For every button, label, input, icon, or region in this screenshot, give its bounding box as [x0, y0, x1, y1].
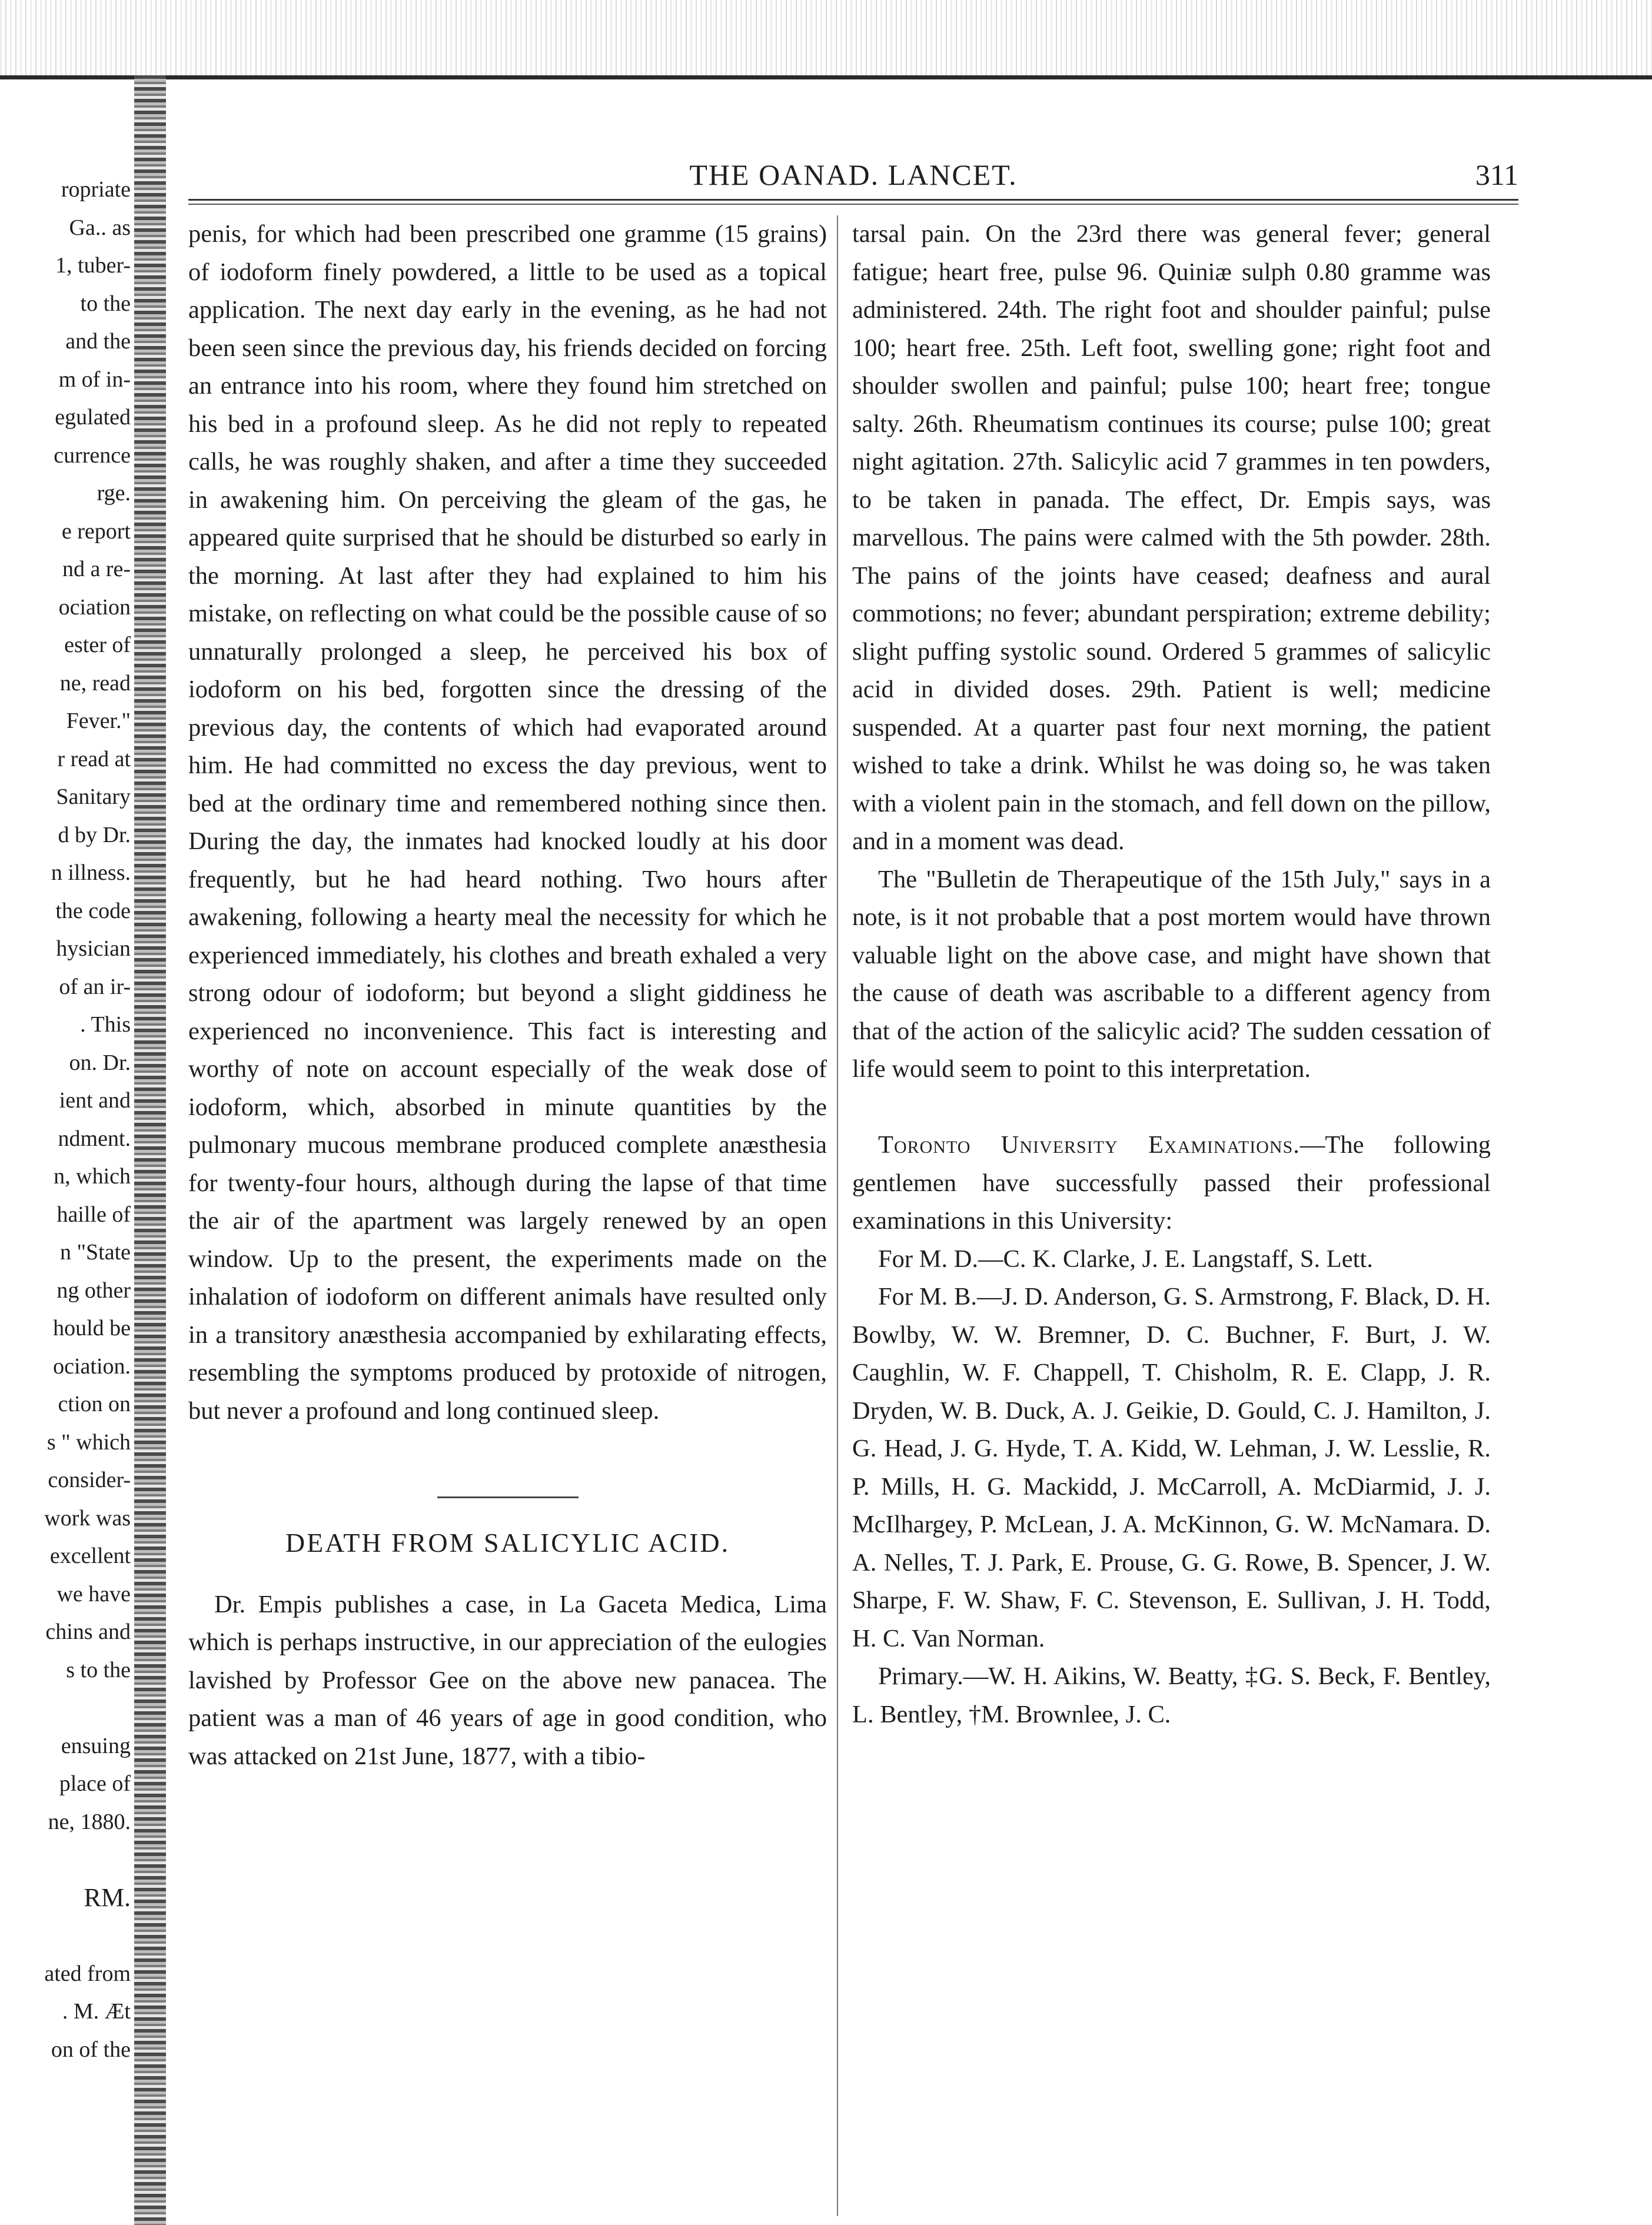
primary-list: Primary.—W. H. Aikins, W. Beatty, ‡G. S. Beck, F. Bentley, L. Bentley, †M. Brownlee, J. C. — [852, 1662, 1491, 1728]
margin-fragment-line: and the — [65, 329, 131, 354]
page-number: 311 — [1475, 158, 1518, 191]
margin-fragment-line: consider- — [48, 1468, 131, 1492]
margin-fragment-line — [0, 1689, 131, 1727]
header-rule-secondary — [188, 204, 1518, 205]
margin-fragment-line: ensuing — [61, 1733, 131, 1758]
margin-fragment-line: e report — [61, 518, 131, 544]
margin-fragment-line: Fever." — [66, 709, 131, 733]
binding-gutter — [134, 75, 166, 2225]
page-top-bleed — [0, 0, 1652, 77]
md-list: For M. D.—C. K. Clarke, J. E. Langstaff, S. Lett. — [878, 1245, 1373, 1273]
margin-fragment-line: we have — [56, 1581, 131, 1607]
section-ornament — [188, 1477, 827, 1501]
margin-fragment-line: ociation. — [53, 1353, 131, 1379]
margin-fragment-line: . This — [80, 1012, 131, 1037]
margin-fragment-line: on of the — [51, 2037, 131, 2062]
journal-title: THE OANAD. LANCET. — [689, 158, 1018, 191]
margin-fragment-line: ated from — [44, 1961, 131, 1986]
case-history-paragraph: tarsal pain. On the 23rd there was general fever; general fatigue; heart free, pulse 96. Quiniæ sulph 0.80 gramme was administered. 24th. The right foot and shoulder painful; pulse 100; heart free. 25th. Left foot, swelling gone; right foot and shoulder swollen and painful; pulse 100; heart free; tongue salty. 26th. Rheumatism continues its course; pulse 100; great night agitation. 27th. Salicylic acid 7 grammes in ten powders, to be taken in panada. The effect, Dr. Empis says, was marvellous. The pains were calmed with the 5th powder. 28th. The pains of the joints have ceased; deafness and aural commotions; no fever; abundant perspiration; extreme debility; slight puffing systolic sound. Ordered 5 grammes of salicylic acid in divided doses. 29th. Patient is well; medicine suspended. At a quarter past four next morning, the patient wished to take a drink. Whilst he was doing so, he was taken with a violent pain in the stomach, and fell down on the pillow, and in a moment was dead. — [852, 220, 1491, 855]
margin-fragment-line: ropriate — [61, 177, 131, 202]
margin-fragment-line: s to the — [66, 1657, 131, 1682]
margin-fragment-line: hould be — [53, 1316, 131, 1341]
spacer — [852, 1089, 1491, 1127]
margin-fragment-line: ng other — [56, 1278, 131, 1303]
left-column — [188, 215, 827, 1775]
margin-fragment-line: n illness. — [51, 860, 131, 885]
right-column — [852, 215, 1491, 1734]
running-header — [188, 158, 1518, 199]
margin-fragment-line: excellent — [49, 1544, 131, 1568]
margin-fragment-line — [0, 1917, 131, 1955]
margin-fragment-line: on. Dr. — [69, 1050, 131, 1075]
mb-list: For M. B.—J. D. Anderson, G. S. Armstrong, F. Black, D. H. Bowlby, W. W. Bremner, D. C. Buchner, F. Burt, J. W. Caughlin, W. F. Chappell, T. Chisholm, R. E. Clapp, J. R. Dryden, W. B. Duck, A. J. Geikie, D. Gould, C. J. Hamilton, J. G. Head, J. G. Hyde, T. A. Kidd, W. Lehman, J. W. Lesslie, R. P. Mills, H. G. Mackidd, J. McCarroll, A. McDiarmid, J. J. McIlhargey, P. McLean, J. A. McKinnon, G. W. McNamara. D. A. Nelles, T. J. Park, E. Prouse, G. G. Rowe, B. Spencer, J. W. Sharpe, F. W. Shaw, F. C. Stevenson, E. Sullivan, J. H. Todd, H. C. Van Norman. — [852, 1283, 1491, 1652]
margin-fragment-line: haille of — [56, 1202, 131, 1227]
margin-fragment-line: n "State — [60, 1240, 131, 1265]
margin-fragment-line: Ga.. as — [69, 215, 131, 240]
margin-fragment-line: s " which — [46, 1429, 131, 1455]
margin-fragment-line: of an ir- — [59, 974, 131, 999]
margin-fragment-line: rge. — [97, 481, 131, 505]
margin-fragment-line: r read at — [57, 746, 131, 771]
adjacent-page-fragment — [0, 171, 131, 2068]
section-heading: DEATH FROM SALICYLIC ACID. — [285, 1528, 730, 1558]
margin-fragment-line: . M. Æt — [62, 1999, 131, 2024]
margin-fragment-line: 1, tuber- — [55, 253, 131, 278]
margin-fragment-line: ient and — [59, 1088, 131, 1113]
margin-fragment-line: ociation — [58, 594, 131, 620]
header-rule — [188, 199, 1518, 201]
margin-fragment-line — [0, 1841, 131, 1879]
margin-fragment-line: ction on — [58, 1392, 131, 1416]
margin-fragment-line: Sanitary — [56, 784, 131, 809]
exam-heading: Toronto University Examinations. — [878, 1131, 1300, 1159]
ornament-rule — [437, 1496, 579, 1498]
margin-fragment-line: ne, read — [59, 670, 131, 696]
margin-fragment-line: ester of — [64, 633, 131, 657]
margin-fragment-line: nd a re- — [62, 557, 131, 581]
margin-fragment-line: work was — [44, 1505, 131, 1531]
column-divider — [837, 215, 838, 2216]
margin-fragment-line: place of — [59, 1771, 131, 1796]
margin-fragment-line: d by Dr. — [58, 822, 131, 847]
margin-fragment-line: hysician — [56, 936, 131, 961]
page-top-rule — [0, 75, 1652, 79]
margin-fragment-line: n, which — [54, 1164, 131, 1189]
exam-intro: —The following gentlemen have successfully passed their professional examinations in this University: — [852, 1131, 1491, 1235]
margin-fragment-line: ne, 1880. — [48, 1809, 131, 1834]
exam-paragraph — [852, 1126, 1491, 1240]
iodoform-paragraph: penis, for which had been prescribed one gramme (15 grains) of iodoform finely powdered, a little to be used as a topical application. The next day early in the evening, as he had not been seen since the previous day, his friends decided on forcing an entrance into his room, where they found him stretched on his bed in a profound sleep. As he did not reply to repeated calls, he was roughly shaken, and after a time they succeeded in awakening him. On perceiving the gleam of the gas, he appeared quite surprised that he should be disturbed so early in the morning. At last after they had explained to him his mistake, on reflecting on what could be the possible cause of so unnaturally prolonged a sleep, he perceived his box of iodoform on his bed, forgotten since the dressing of the previous day, the contents of which had evaporated around him. He had committed no excess the day previous, went to bed at the ordinary time and remembered nothing since then. During the day, the inmates had knocked loudly at his door frequently, but he had heard nothing. Two hours after awakening, following a hearty meal the necessity for which he experienced immediately, his clothes and breath exhaled a very strong odour of iodoform; but beyond a slight giddiness he experienced no inconvenience. This fact is interesting and worthy of note on account especially of the weak dose of iodoform, which, absorbed in minute quantities by the pulmonary mucous membrane produced complete anæsthesia for twenty-four hours, although during the lapse of that time the air of the apartment was largely renewed by an open window. Up to the present, the experiments made on the inhalation of iodoform on different animals have resulted only in a transitory anæsthesia accompanied by exhilarating effects, resembling the symptoms produced by protoxide of nitrogen, but never a profound and long continued sleep. — [188, 220, 827, 1425]
salicylic-paragraph-opening: Dr. Empis publishes a case, in La Gaceta Medica, Lima which is perhaps instructive, in our appreciation of the eulogies lavished by Professor Gee on the above new panacea. The patient was a man of 46 years of age in good condition, who was attacked on 21st June, 1877, with a tibio- — [188, 1590, 827, 1770]
margin-fragment-line: egulated — [55, 405, 131, 430]
margin-fragment-line: chins and — [45, 1619, 131, 1644]
margin-fragment-line: to the — [80, 291, 131, 316]
bulletin-paragraph: The "Bulletin de Therapeutique of the 15th July," says in a note, is it not probable that a post mortem would have thrown valuable light on the above case, and might have shown that the cause of death was ascribable to a different agency from that of the action of the salicylic acid? The sudden cessation of life would seem to point to this interpretation. — [852, 865, 1491, 1083]
margin-fragment-line: currence — [54, 443, 131, 468]
margin-fragment-line: ndment. — [58, 1126, 131, 1151]
margin-fragment-line: RM. — [84, 1883, 131, 1912]
margin-fragment-line: the code — [55, 898, 131, 923]
margin-fragment-line: m of in- — [58, 367, 131, 392]
